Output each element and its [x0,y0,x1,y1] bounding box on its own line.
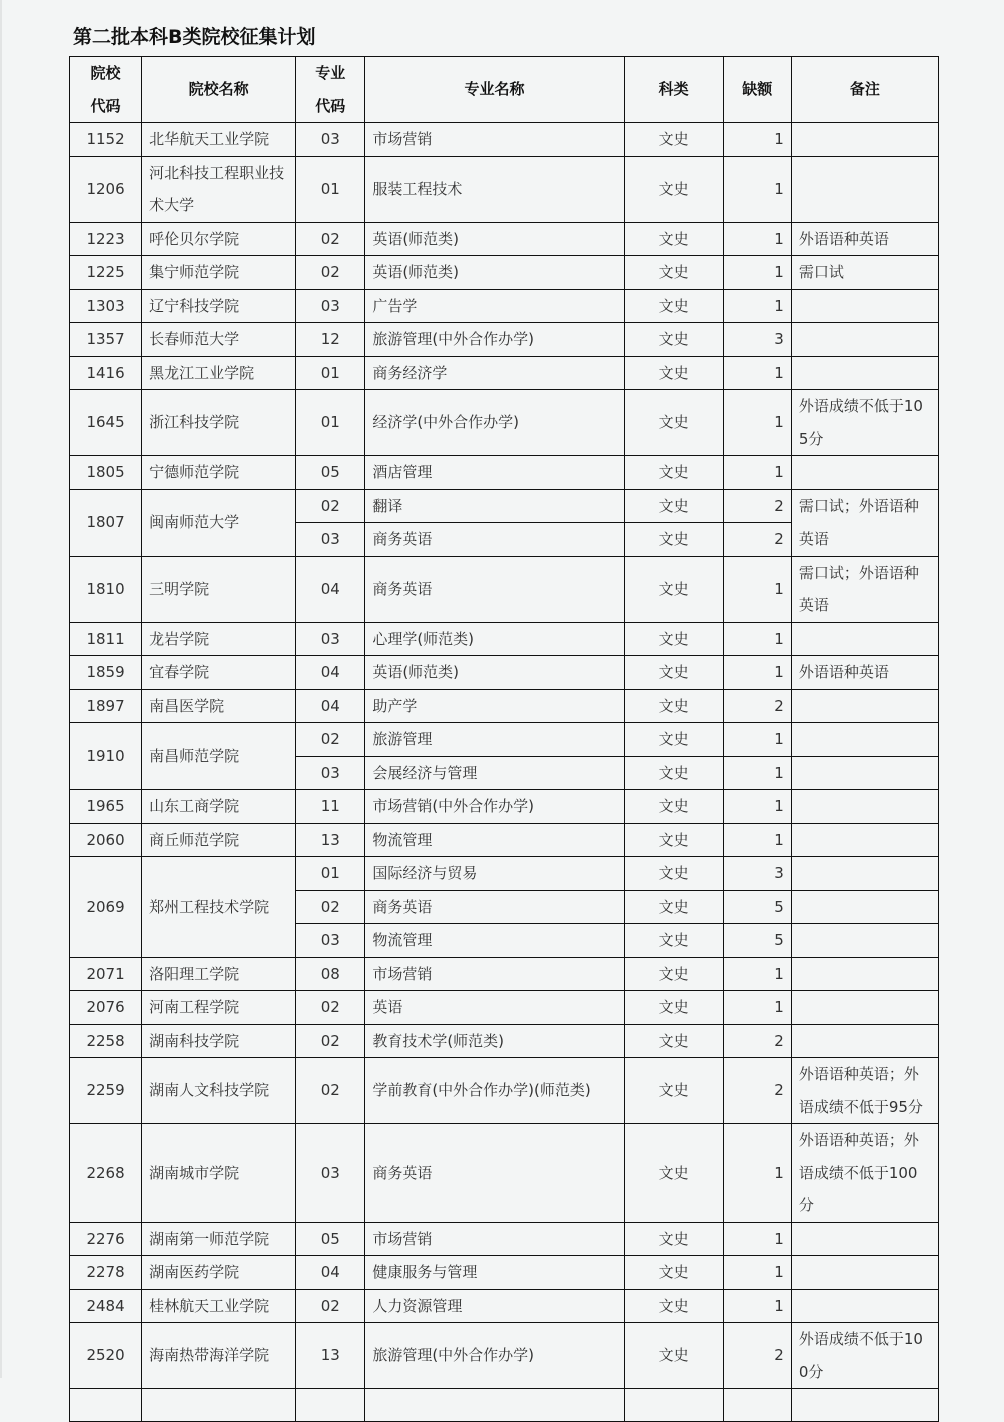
cell-notes [791,957,938,991]
cell-school-code: 1225 [70,256,142,290]
cell-vacancy: 1 [723,1256,791,1290]
cell-major-code: 02 [296,222,365,256]
cell-notes [791,790,938,824]
cell-vacancy: 3 [723,323,791,357]
cell-notes [791,890,938,924]
cell-category: 文史 [624,123,723,157]
cell-major-code: 02 [296,256,365,290]
cell-vacancy: 2 [723,1058,791,1124]
header-vacancy: 缺额 [723,57,791,123]
cell-school-code: 2258 [70,1024,142,1058]
cell-major-name: 商务英语 [365,523,624,557]
table-row [70,323,939,357]
cell-notes [791,1256,938,1290]
cell-major-code: 12 [296,323,365,357]
cell-vacancy: 1 [723,656,791,690]
cell-category: 文史 [624,456,723,490]
cell-notes [791,323,938,357]
cell-major-name: 商务英语 [365,556,624,622]
cell-category: 文史 [624,1124,723,1223]
cell-notes [791,1289,938,1323]
cell-notes [791,622,938,656]
cell-vacancy: 5 [723,890,791,924]
cell-school-code: 2276 [70,1222,142,1256]
table-row [70,390,939,456]
cell-notes: 需口试；外语语种英语 [791,489,938,556]
cell-school-code: 2071 [70,957,142,991]
header-school-code: 院校代码 [70,57,142,123]
cell-empty [365,1389,624,1422]
cell-notes [791,823,938,857]
cell-school-code: 2060 [70,823,142,857]
cell-vacancy: 1 [723,556,791,622]
table-row [70,456,939,490]
cell-major-name: 英语 [365,991,624,1025]
cell-school-name: 山东工商学院 [142,790,296,824]
table-row [70,1323,939,1389]
cell-category: 文史 [624,390,723,456]
cell-vacancy: 2 [723,1323,791,1389]
cell-school-name: 湖南城市学院 [142,1124,296,1223]
cell-empty [791,1389,938,1422]
cell-major-name: 健康服务与管理 [365,1256,624,1290]
cell-vacancy: 1 [723,222,791,256]
cell-vacancy: 2 [723,489,791,523]
cell-school-code: 2069 [70,857,142,958]
cell-category: 文史 [624,1024,723,1058]
cell-empty [624,1389,723,1422]
cell-major-code: 04 [296,656,365,690]
enrollment-plan-table [69,56,939,1422]
table-row [70,356,939,390]
cell-vacancy: 5 [723,924,791,958]
cell-notes: 外语语种英语；外语成绩不低于95分 [791,1058,938,1124]
cell-category: 文史 [624,356,723,390]
cell-vacancy: 1 [723,123,791,157]
table-row [70,723,939,757]
cell-school-code: 1223 [70,222,142,256]
cell-major-code: 04 [296,1256,365,1290]
cell-major-name: 国际经济与贸易 [365,857,624,891]
cell-school-name: 湖南人文科技学院 [142,1058,296,1124]
cell-school-name: 海南热带海洋学院 [142,1323,296,1389]
cell-category: 文史 [624,156,723,222]
cell-major-code: 02 [296,1289,365,1323]
cell-school-code: 1206 [70,156,142,222]
cell-notes: 外语成绩不低于105分 [791,390,938,456]
cell-vacancy: 1 [723,622,791,656]
table-row [70,222,939,256]
cell-school-code: 2278 [70,1256,142,1290]
cell-major-code: 03 [296,924,365,958]
cell-school-code: 1416 [70,356,142,390]
cell-school-name: 宜春学院 [142,656,296,690]
table-row [70,1124,939,1223]
cell-major-name: 市场营销 [365,123,624,157]
cell-major-code: 02 [296,723,365,757]
cell-major-code: 02 [296,890,365,924]
cell-major-name: 服装工程技术 [365,156,624,222]
cell-notes: 需口试；外语语种英语 [791,556,938,622]
cell-vacancy: 1 [723,356,791,390]
cell-notes [791,1024,938,1058]
cell-school-name: 长春师范大学 [142,323,296,357]
cell-major-name: 会展经济与管理 [365,756,624,790]
cell-major-code: 02 [296,991,365,1025]
table-row [70,622,939,656]
table-row [70,790,939,824]
cell-major-code: 01 [296,390,365,456]
cell-notes [791,924,938,958]
cell-major-name: 旅游管理(中外合作办学) [365,1323,624,1389]
cell-school-name: 商丘师范学院 [142,823,296,857]
cell-school-name: 洛阳理工学院 [142,957,296,991]
cell-school-code: 2520 [70,1323,142,1389]
cell-category: 文史 [624,556,723,622]
cell-major-name: 英语(师范类) [365,256,624,290]
cell-notes: 外语语种英语 [791,222,938,256]
cell-empty [142,1389,296,1422]
cell-vacancy: 2 [723,1024,791,1058]
cell-major-code: 03 [296,123,365,157]
cell-notes: 外语成绩不低于100分 [791,1323,938,1389]
cell-school-name: 闽南师范大学 [142,489,296,556]
cell-category: 文史 [624,222,723,256]
cell-school-name: 浙江科技学院 [142,390,296,456]
cell-school-name: 南昌医学院 [142,689,296,723]
cell-school-name: 湖南科技学院 [142,1024,296,1058]
cell-category: 文史 [624,256,723,290]
cell-major-name: 心理学(师范类) [365,622,624,656]
header-school-name: 院校名称 [142,57,296,123]
cell-major-name: 英语(师范类) [365,222,624,256]
cell-major-code: 13 [296,823,365,857]
cell-notes: 需口试 [791,256,938,290]
cell-vacancy: 2 [723,689,791,723]
cell-school-name: 湖南第一师范学院 [142,1222,296,1256]
cell-vacancy: 1 [723,823,791,857]
cell-school-code: 1811 [70,622,142,656]
cell-school-code: 1859 [70,656,142,690]
cell-major-name: 市场营销 [365,957,624,991]
cell-empty [296,1389,365,1422]
cell-vacancy: 1 [723,1222,791,1256]
cell-major-code: 01 [296,156,365,222]
cell-major-name: 英语(师范类) [365,656,624,690]
cell-vacancy: 1 [723,1124,791,1223]
cell-notes [791,456,938,490]
cell-major-name: 市场营销(中外合作办学) [365,790,624,824]
cell-category: 文史 [624,790,723,824]
cell-major-code: 11 [296,790,365,824]
header-major-code: 专业代码 [296,57,365,123]
cell-major-name: 旅游管理(中外合作办学) [365,323,624,357]
cell-school-name: 南昌师范学院 [142,723,296,790]
cell-category: 文史 [624,924,723,958]
cell-school-code: 1807 [70,489,142,556]
cell-school-name: 河南工程学院 [142,991,296,1025]
table-row [70,689,939,723]
cell-school-code: 2268 [70,1124,142,1223]
cell-major-name: 物流管理 [365,823,624,857]
cell-category: 文史 [624,289,723,323]
table-row-partial [70,1389,939,1422]
cell-notes: 外语语种英语；外语成绩不低于100分 [791,1124,938,1223]
cell-school-code: 1303 [70,289,142,323]
cell-category: 文史 [624,857,723,891]
cell-major-code: 05 [296,456,365,490]
table-row [70,123,939,157]
cell-major-code: 03 [296,1124,365,1223]
cell-major-name: 翻译 [365,489,624,523]
cell-vacancy: 3 [723,857,791,891]
cell-major-name: 商务英语 [365,1124,624,1223]
cell-major-name: 助产学 [365,689,624,723]
cell-vacancy: 1 [723,991,791,1025]
table-row [70,1256,939,1290]
table-row [70,1058,939,1124]
cell-vacancy: 1 [723,790,791,824]
table-row [70,857,939,891]
cell-major-code: 02 [296,489,365,523]
page-title: 第二批本科B类院校征集计划 [73,26,316,48]
cell-school-code: 1805 [70,456,142,490]
cell-category: 文史 [624,723,723,757]
cell-vacancy: 1 [723,390,791,456]
cell-category: 文史 [624,1256,723,1290]
cell-vacancy: 1 [723,456,791,490]
cell-major-name: 旅游管理 [365,723,624,757]
table-row [70,823,939,857]
cell-category: 文史 [624,1222,723,1256]
cell-major-code: 03 [296,622,365,656]
cell-major-code: 02 [296,1058,365,1124]
cell-vacancy: 1 [723,289,791,323]
cell-major-code: 13 [296,1323,365,1389]
cell-school-name: 辽宁科技学院 [142,289,296,323]
table-row [70,156,939,222]
cell-school-code: 1910 [70,723,142,790]
cell-school-code: 2484 [70,1289,142,1323]
table-row [70,489,939,523]
cell-notes [791,857,938,891]
cell-notes [791,123,938,157]
cell-category: 文史 [624,622,723,656]
cell-major-name: 物流管理 [365,924,624,958]
cell-major-code: 03 [296,756,365,790]
cell-school-code: 1645 [70,390,142,456]
cell-category: 文史 [624,756,723,790]
cell-vacancy: 1 [723,756,791,790]
cell-category: 文史 [624,1323,723,1389]
cell-notes [791,356,938,390]
cell-major-name: 学前教育(中外合作办学)(师范类) [365,1058,624,1124]
table-row [70,1222,939,1256]
cell-school-name: 北华航天工业学院 [142,123,296,157]
cell-vacancy: 1 [723,256,791,290]
cell-school-name: 宁德师范学院 [142,456,296,490]
cell-school-name: 黑龙江工业学院 [142,356,296,390]
table-header-row [70,57,939,123]
cell-major-name: 人力资源管理 [365,1289,624,1323]
cell-school-name: 桂林航天工业学院 [142,1289,296,1323]
table-row [70,256,939,290]
cell-major-name: 教育技术学(师范类) [365,1024,624,1058]
cell-notes [791,689,938,723]
cell-vacancy: 1 [723,723,791,757]
cell-category: 文史 [624,1289,723,1323]
cell-notes [791,723,938,757]
cell-school-name: 河北科技工程职业技术大学 [142,156,296,222]
table-row [70,289,939,323]
cell-category: 文史 [624,991,723,1025]
header-major-name: 专业名称 [365,57,624,123]
table-row [70,991,939,1025]
cell-major-code: 01 [296,857,365,891]
cell-major-name: 广告学 [365,289,624,323]
cell-notes: 外语语种英语 [791,656,938,690]
cell-school-name: 郑州工程技术学院 [142,857,296,958]
cell-category: 文史 [624,656,723,690]
cell-major-code: 02 [296,1024,365,1058]
cell-major-name: 市场营销 [365,1222,624,1256]
cell-school-name: 龙岩学院 [142,622,296,656]
cell-category: 文史 [624,523,723,557]
cell-major-code: 04 [296,689,365,723]
cell-vacancy: 1 [723,156,791,222]
cell-category: 文史 [624,957,723,991]
table-row [70,1289,939,1323]
cell-major-code: 04 [296,556,365,622]
cell-school-name: 三明学院 [142,556,296,622]
header-category: 科类 [624,57,723,123]
cell-major-code: 08 [296,957,365,991]
cell-school-code: 1965 [70,790,142,824]
cell-category: 文史 [624,890,723,924]
cell-school-code: 2076 [70,991,142,1025]
header-notes: 备注 [791,57,938,123]
cell-school-code: 1357 [70,323,142,357]
cell-major-code: 03 [296,523,365,557]
cell-major-code: 03 [296,289,365,323]
cell-major-name: 商务经济学 [365,356,624,390]
table-row [70,1024,939,1058]
cell-category: 文史 [624,689,723,723]
cell-vacancy: 1 [723,1289,791,1323]
cell-school-name: 湖南医药学院 [142,1256,296,1290]
cell-vacancy: 2 [723,523,791,557]
cell-major-name: 酒店管理 [365,456,624,490]
cell-notes [791,991,938,1025]
cell-school-code: 1152 [70,123,142,157]
table-row [70,957,939,991]
cell-major-code: 05 [296,1222,365,1256]
cell-notes [791,756,938,790]
table-row [70,556,939,622]
cell-category: 文史 [624,1058,723,1124]
cell-notes [791,289,938,323]
cell-empty [723,1389,791,1422]
cell-vacancy: 1 [723,957,791,991]
cell-school-name: 呼伦贝尔学院 [142,222,296,256]
cell-category: 文史 [624,823,723,857]
cell-category: 文史 [624,489,723,523]
cell-school-code: 1897 [70,689,142,723]
cell-category: 文史 [624,323,723,357]
cell-notes [791,1222,938,1256]
cell-major-name: 商务英语 [365,890,624,924]
table-row [70,656,939,690]
cell-major-code: 01 [296,356,365,390]
cell-major-name: 经济学(中外合作办学) [365,390,624,456]
cell-empty [70,1389,142,1422]
cell-notes [791,156,938,222]
cell-school-name: 集宁师范学院 [142,256,296,290]
cell-school-code: 1810 [70,556,142,622]
cell-school-code: 2259 [70,1058,142,1124]
